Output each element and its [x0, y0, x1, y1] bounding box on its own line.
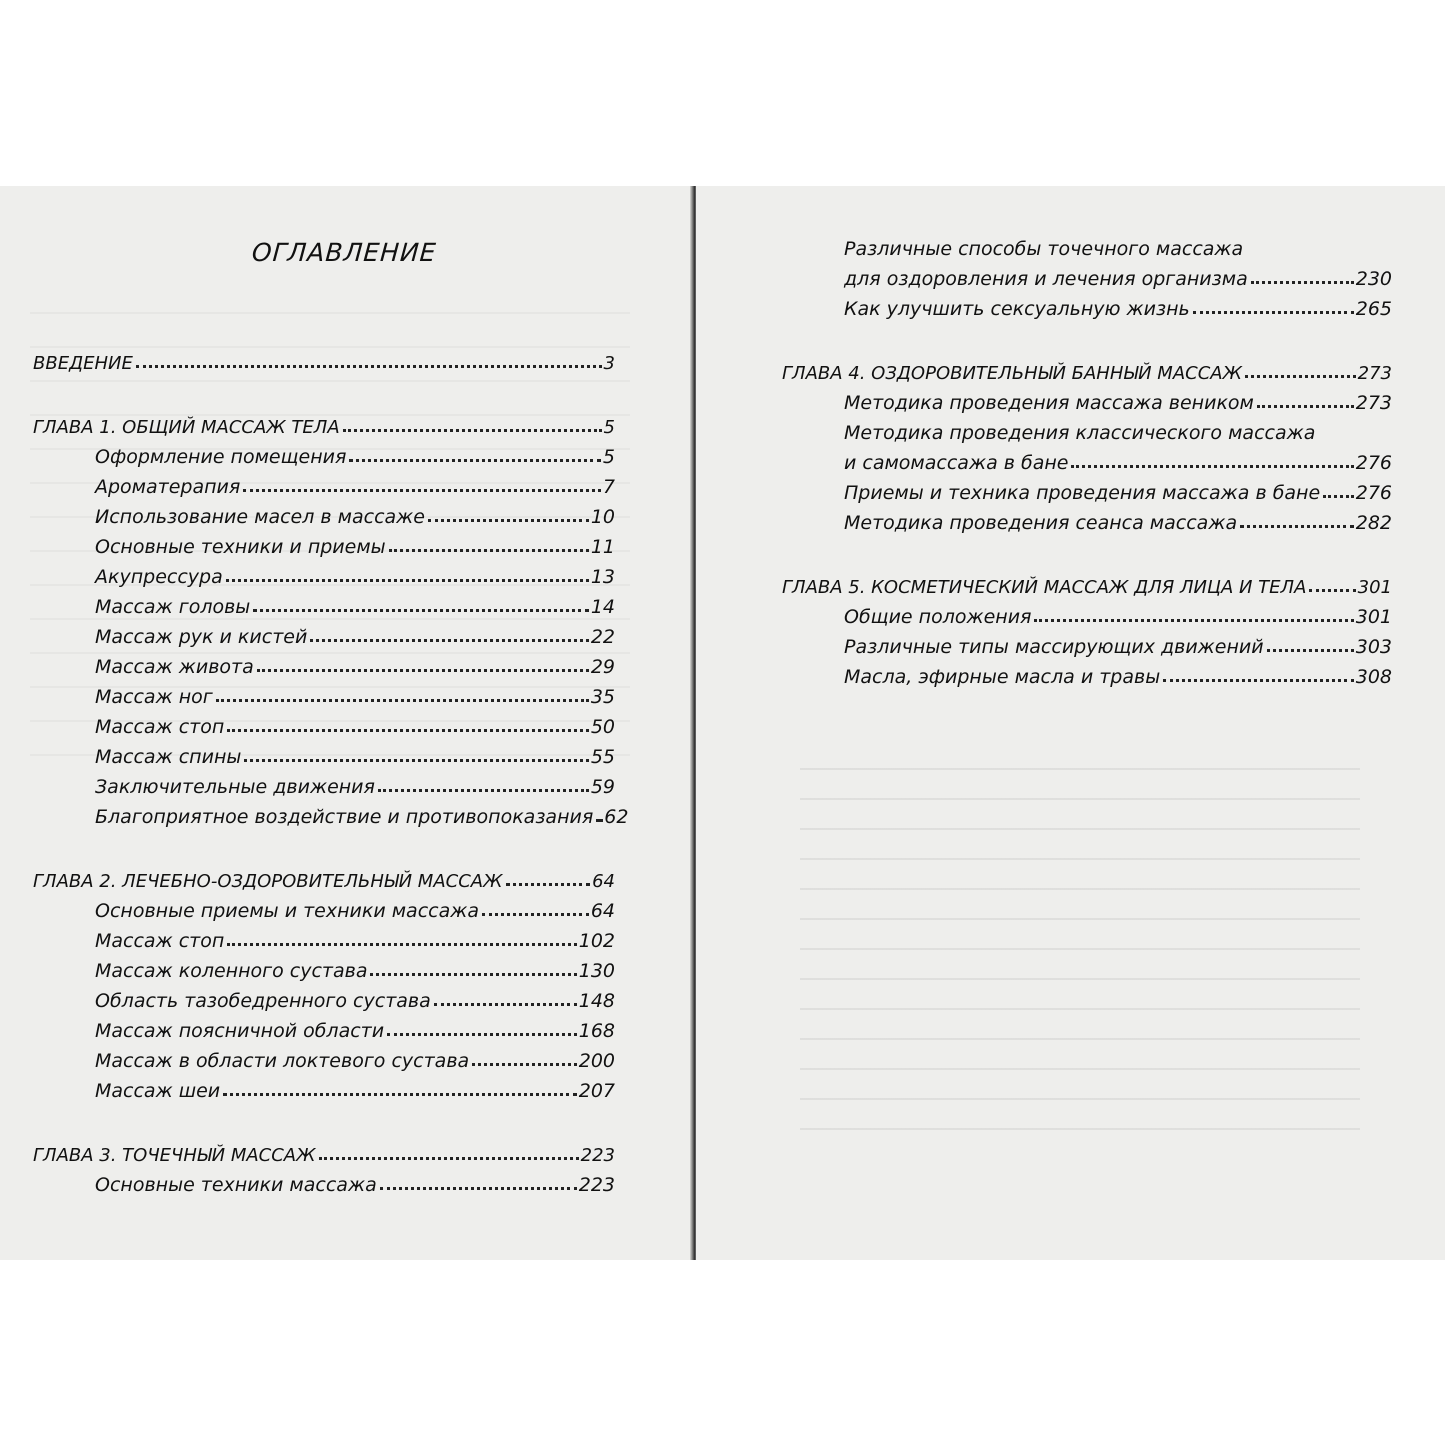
toc-page-number: 223 — [580, 1145, 615, 1166]
toc-page-number: 130 — [578, 960, 615, 982]
toc-page-number: 7 — [602, 476, 615, 498]
toc-entry-title: Массаж шеи — [95, 1080, 221, 1102]
toc-page-number: 207 — [578, 1080, 615, 1102]
toc-page-number: 265 — [1355, 298, 1392, 320]
toc-page-number: 276 — [1355, 452, 1392, 474]
toc-section-entry — [33, 558, 615, 588]
toc-leader-dots — [1323, 495, 1354, 498]
toc-leader-dots — [380, 1187, 577, 1190]
toc-section-entry — [33, 528, 615, 558]
toc-page-number: 62 — [604, 806, 629, 828]
toc-leader-dots — [1245, 375, 1356, 378]
toc-page-number: 64 — [590, 900, 615, 922]
toc-entry-title: Массаж спины — [95, 746, 242, 768]
toc-leader-dots — [428, 519, 589, 522]
toc-page-number: 35 — [590, 686, 615, 708]
toc-entry-title: Область тазобедренного сустава — [95, 990, 431, 1012]
toc-leader-dots — [387, 1033, 577, 1036]
toc-page-number: 3 — [603, 353, 615, 374]
toc-section-entry — [782, 444, 1392, 474]
toc-section-entry — [33, 588, 615, 618]
toc-section-entry — [33, 468, 615, 498]
toc-entry-title: Различные способы точечного массажа — [844, 238, 1244, 260]
toc-entry-title: ГЛАВА 3. ТОЧЕЧНЫЙ МАССАЖ — [33, 1145, 316, 1166]
toc-leader-dots — [136, 365, 602, 368]
toc-page-number: 301 — [1355, 606, 1392, 628]
toc-page-number: 14 — [590, 596, 615, 618]
toc-section-entry — [33, 1012, 615, 1042]
toc-section-entry — [33, 982, 615, 1012]
toc-leader-dots — [226, 579, 589, 582]
toc-page-number: 5 — [603, 417, 615, 438]
toc-entry-title: Различные типы массирующих движений — [844, 636, 1264, 658]
toc-gap — [33, 1102, 615, 1136]
toc-chapter-entry — [33, 1136, 615, 1166]
toc-page-number: 301 — [1357, 577, 1392, 598]
toc-chapter-entry — [33, 344, 615, 374]
toc-entry-title: Методика проведения массажа веником — [844, 392, 1254, 414]
toc-leader-dots — [1309, 589, 1355, 592]
toc-leader-dots — [343, 429, 602, 432]
toc-leader-dots — [1071, 465, 1353, 468]
toc-section-entry — [782, 260, 1392, 290]
toc-leader-dots — [257, 669, 589, 672]
toc-entry-title: Массаж живота — [95, 656, 254, 678]
toc-leader-dots — [243, 489, 601, 492]
toc-list-right — [782, 230, 1392, 688]
toc-entry-title: Заключительные движения — [95, 776, 375, 798]
toc-leader-dots — [1034, 619, 1353, 622]
toc-section-entry — [33, 708, 615, 738]
toc-entry-title: ГЛАВА 4. ОЗДОРОВИТЕЛЬНЫЙ БАННЫЙ МАССАЖ — [782, 363, 1242, 384]
toc-gap — [33, 374, 615, 408]
toc-section-entry — [33, 922, 615, 952]
toc-chapter-entry — [782, 568, 1392, 598]
toc-entry-title: Акупрессура — [95, 566, 223, 588]
bleed-through-text — [800, 746, 1360, 1146]
toc-section-entry — [33, 952, 615, 982]
toc-leader-dots — [1193, 311, 1354, 314]
toc-entry-title: ГЛАВА 5. КОСМЕТИЧЕСКИЙ МАССАЖ ДЛЯ ЛИЦА И ТЕЛА — [782, 577, 1307, 598]
toc-entry-title: Массаж поясничной области — [95, 1020, 385, 1042]
toc-page-number: 308 — [1355, 666, 1392, 688]
toc-chapter-entry — [33, 408, 615, 438]
toc-section-entry — [782, 658, 1392, 688]
toc-section-entry — [782, 384, 1392, 414]
toc-page-number: 273 — [1357, 363, 1392, 384]
toc-entry-title: Масла, эфирные масла и травы — [844, 666, 1161, 688]
toc-entry-title: Использование масел в массаже — [95, 506, 425, 528]
toc-heading: ОГЛАВЛЕНИЕ — [250, 238, 438, 267]
toc-leader-dots — [244, 759, 588, 762]
toc-entry-title: и самомассажа в бане — [844, 452, 1069, 474]
toc-page-number: 200 — [578, 1050, 615, 1072]
toc-entry-title: Приемы и техника проведения массажа в бане — [844, 482, 1321, 504]
toc-leader-dots — [223, 1093, 577, 1096]
toc-section-entry — [33, 1042, 615, 1072]
toc-leader-dots — [1257, 405, 1354, 408]
toc-list-left — [33, 344, 629, 1196]
toc-section-entry — [782, 598, 1392, 628]
toc-entry-title: Ароматерапия — [95, 476, 241, 498]
toc-page-number: 11 — [590, 536, 615, 558]
toc-page-number: 282 — [1355, 512, 1392, 534]
toc-entry-title: Массаж ног — [95, 686, 213, 708]
toc-leader-dots — [596, 819, 602, 822]
toc-entry-title: Основные приемы и техники массажа — [95, 900, 479, 922]
toc-leader-dots — [370, 973, 576, 976]
toc-section-entry — [782, 628, 1392, 658]
toc-page-number: 168 — [578, 1020, 615, 1042]
toc-section-entry — [33, 768, 615, 798]
toc-section-entry — [33, 648, 615, 678]
toc-leader-dots — [1163, 679, 1354, 682]
toc-entry-title: Общие положения — [844, 606, 1032, 628]
toc-page-number: 50 — [590, 716, 615, 738]
toc-leader-dots — [319, 1157, 579, 1160]
toc-leader-dots — [482, 913, 589, 916]
toc-gap — [33, 828, 615, 862]
toc-leader-dots — [1240, 525, 1354, 528]
book-spread — [0, 186, 1445, 1260]
toc-section-entry — [33, 1166, 615, 1196]
toc-leader-dots — [1251, 281, 1354, 284]
toc-section-entry — [33, 498, 615, 528]
toc-section-entry — [782, 230, 1392, 260]
toc-leader-dots — [253, 609, 589, 612]
toc-entry-title: Как улучшить сексуальную жизнь — [844, 298, 1190, 320]
toc-entry-title: Благоприятное воздействие и противопоказания — [95, 806, 594, 828]
toc-leader-dots — [389, 549, 589, 552]
toc-leader-dots — [472, 1063, 577, 1066]
toc-page-number: 13 — [590, 566, 615, 588]
toc-entry-title: Массаж головы — [95, 596, 251, 618]
toc-entry-title: Массаж стоп — [95, 930, 225, 952]
toc-entry-title: Основные техники массажа — [95, 1174, 377, 1196]
toc-section-entry — [33, 738, 615, 768]
toc-section-entry — [782, 414, 1392, 444]
toc-page-number: 5 — [602, 446, 615, 468]
toc-section-entry — [33, 798, 629, 828]
toc-section-entry — [782, 290, 1392, 320]
toc-gap — [782, 534, 1392, 568]
toc-chapter-entry — [33, 862, 615, 892]
toc-page-number: 29 — [590, 656, 615, 678]
toc-section-entry — [33, 1072, 615, 1102]
toc-entry-title: Методика проведения классического массажа — [844, 422, 1316, 444]
toc-page-number: 64 — [592, 871, 615, 892]
toc-leader-dots — [1267, 649, 1354, 652]
toc-leader-dots — [227, 729, 589, 732]
toc-entry-title: для оздоровления и лечения организма — [844, 268, 1248, 290]
toc-chapter-entry — [782, 354, 1392, 384]
toc-entry-title: Массаж коленного сустава — [95, 960, 368, 982]
toc-section-entry — [33, 438, 615, 468]
toc-page-number: 223 — [578, 1174, 615, 1196]
toc-page-number: 10 — [590, 506, 615, 528]
toc-page-number: 55 — [590, 746, 615, 768]
toc-entry-title: ГЛАВА 2. ЛЕЧЕБНО-ОЗДОРОВИТЕЛЬНЫЙ МАССАЖ — [33, 871, 503, 892]
toc-entry-title: Оформление помещения — [95, 446, 347, 468]
toc-entry-title: Методика проведения сеанса массажа — [844, 512, 1238, 534]
toc-leader-dots — [216, 699, 589, 702]
toc-leader-dots — [434, 1003, 577, 1006]
toc-entry-title: Основные техники и приемы — [95, 536, 386, 558]
toc-section-entry — [33, 618, 615, 648]
toc-entry-title: ВВЕДЕНИЕ — [33, 353, 133, 374]
toc-entry-title: Массаж стоп — [95, 716, 225, 738]
toc-section-entry — [33, 678, 615, 708]
toc-page-number: 59 — [590, 776, 615, 798]
toc-gap — [782, 320, 1392, 354]
toc-page-number: 230 — [1355, 268, 1392, 290]
toc-entry-title: ГЛАВА 1. ОБЩИЙ МАССАЖ ТЕЛА — [33, 417, 340, 438]
toc-leader-dots — [506, 883, 591, 886]
toc-page-number: 102 — [578, 930, 615, 952]
toc-page-number: 276 — [1355, 482, 1392, 504]
toc-section-entry — [33, 892, 615, 922]
toc-page-number: 303 — [1355, 636, 1392, 658]
toc-section-entry — [782, 504, 1392, 534]
toc-leader-dots — [349, 459, 600, 462]
toc-page-number: 22 — [590, 626, 615, 648]
toc-page-number: 273 — [1355, 392, 1392, 414]
toc-leader-dots — [310, 639, 589, 642]
toc-entry-title: Массаж рук и кистей — [95, 626, 308, 648]
toc-section-entry — [782, 474, 1392, 504]
toc-entry-title: Массаж в области локтевого сустава — [95, 1050, 470, 1072]
toc-page-number: 148 — [578, 990, 615, 1012]
toc-leader-dots — [227, 943, 576, 946]
toc-leader-dots — [378, 789, 589, 792]
